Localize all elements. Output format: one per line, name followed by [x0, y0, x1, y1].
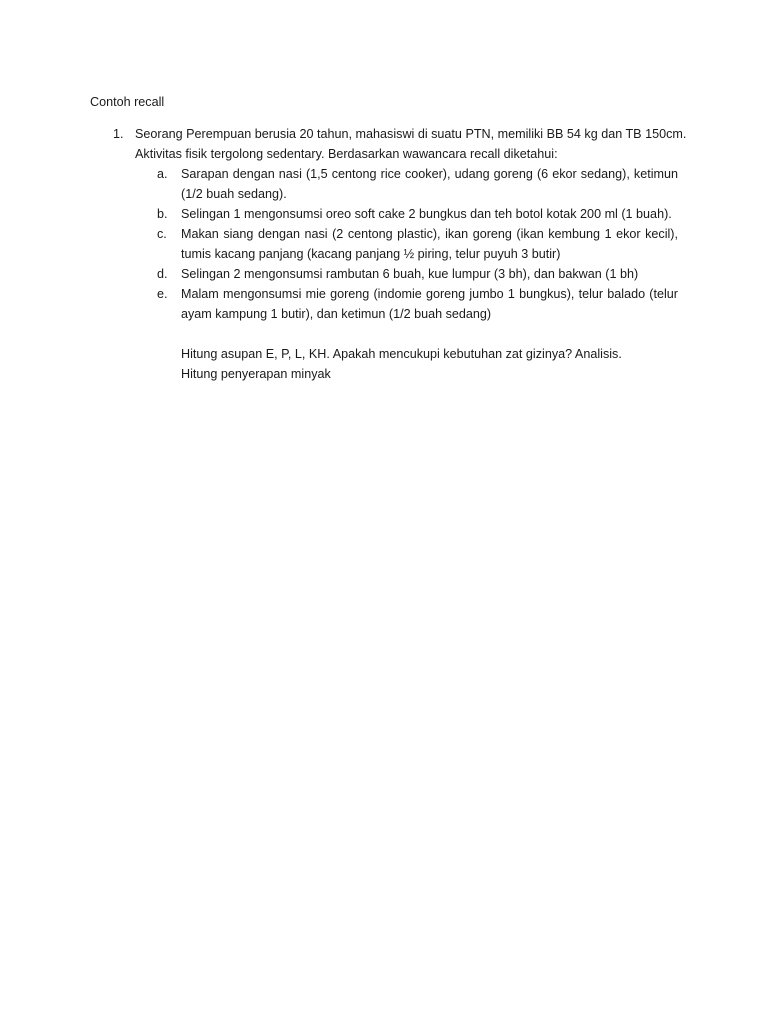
sub-item-text: Selingan 2 mengonsumsi rambutan 6 buah, kue lumpur (3 bh), dan bakwan (1 bh) — [181, 267, 639, 281]
sub-item-text: Sarapan dengan nasi (1,5 centong rice cooker), udang goreng (6 ekor sedang), ketimun (1/2 buah sedang). — [181, 167, 678, 201]
sub-item-c — [157, 224, 678, 264]
task-line-1: Hitung asupan E, P, L, KH. Apakah mencukupi kebutuhan zat gizinya? Analisis. — [181, 347, 622, 361]
sub-item-text: Makan siang dengan nasi (2 centong plastic), ikan goreng (ikan kembung 1 ekor kecil), tumis kacang panjang (kacang panjang ½ piring, telur puyuh 3 butir) — [181, 227, 678, 261]
sub-item-letter: e. — [157, 287, 168, 301]
sub-item-e — [157, 284, 678, 324]
sub-item-text: Selingan 1 mengonsumsi oreo soft cake 2 bungkus dan teh botol kotak 200 ml (1 buah). — [181, 207, 672, 221]
sub-item-letter: a. — [157, 167, 168, 181]
document-title: Contoh recall — [90, 95, 165, 109]
list-item-number: 1. — [113, 127, 124, 141]
sub-item-text: Malam mengonsumsi mie goreng (indomie goreng jumbo 1 bungkus), telur balado (telur ayam kampung 1 butir), dan ketimun (1/2 buah sedang) — [181, 287, 678, 321]
sub-item-letter: d. — [157, 267, 168, 281]
task-line-2: Hitung penyerapan minyak — [181, 367, 331, 381]
task-instructions — [181, 344, 678, 384]
intro-line-1: Seorang Perempuan berusia 20 tahun, mahasiswi di suatu PTN, memiliki BB 54 kg dan TB 150cm. — [135, 127, 687, 141]
intro-line-2: Aktivitas fisik tergolong sedentary. Berdasarkan wawancara recall diketahui: — [135, 147, 558, 161]
recall-sub-list — [157, 164, 678, 324]
sub-item-d — [157, 264, 678, 284]
list-item-intro — [135, 124, 687, 164]
sub-item-b — [157, 204, 678, 224]
sub-item-letter: b. — [157, 207, 168, 221]
sub-item-letter: c. — [157, 227, 167, 241]
sub-item-a — [157, 164, 678, 204]
